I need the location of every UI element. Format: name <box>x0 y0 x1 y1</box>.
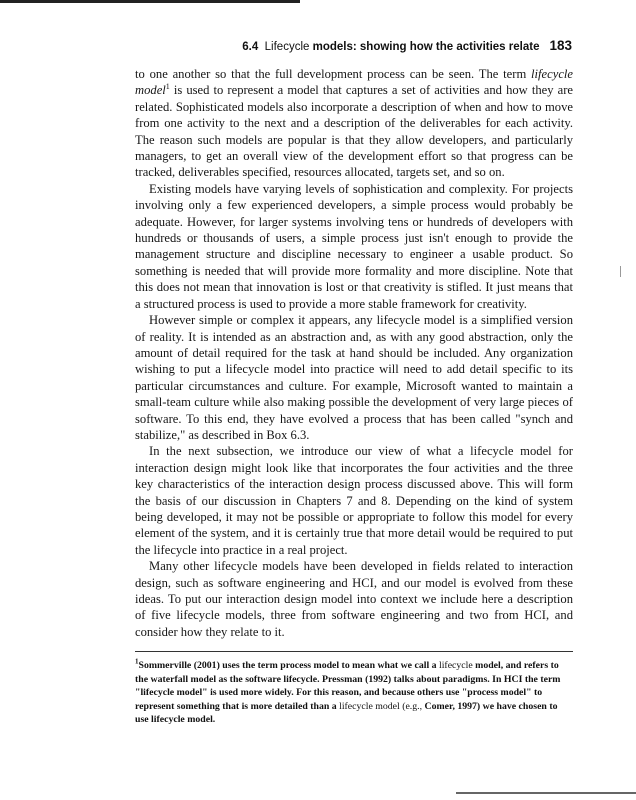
bottom-rule <box>456 792 636 794</box>
running-head-title: models: showing how the activities relate <box>312 41 540 53</box>
footnote-ref: 1 <box>165 82 170 92</box>
paragraph-3: However simple or complex it appears, any lifecycle model is a simplified version of reality. It is intended as an abstraction and, as with any good abstraction, only the amount of detail required for the task at hand should be included. Any organization wishing to put a lifecycle model into practice will need to add detail specific to its particular circumstances and culture. For example, Microsoft wanted to maintain a small-team culture while also making possible the development of very large pieces of software. To this end, they have evolved a process that has been called "synch and stabilize," as described in Box 6.3. <box>135 313 573 442</box>
term-lifecycle: lifecycle <box>531 67 573 81</box>
term-model: model <box>135 83 166 98</box>
top-rule <box>0 0 300 3</box>
margin-mark <box>620 266 621 277</box>
paragraph-4: In the next subsection, we introduce our view of what a lifecycle model for interaction design might look like that incorporates the four activities and the three key characteristics of the interaction design process discussed above. This will form the basis of our discussion in Chapters 7 and 8. Depending on the kind of system being developed, it may not be possible or appropriate to follow this model for every element of the system, and it is certainly true that more detail would be required to put the lifecycle into practice in a real project. <box>135 444 573 557</box>
paragraph-1 <box>135 66 573 181</box>
paragraph-2: Existing models have varying levels of sophistication and complexity. For projects involving only a few experienced developers, a simple process would probably be adequate. However, for larger systems involving tens or hundreds of developers with hundreds or thousands of users, a simple process just isn't enough to provide the management structure and discipline necessary to engineer a usable product. So something is needed that will provide more formality and more discipline. Note that this does not mean that innovation is lost or that creativity is stifled. It just means that a structured process is used to provide a more stable framework for creativity. <box>135 181 573 311</box>
footnote-text-b: model, and refers to the waterfall model as the software lifecycle. Pressman (1992) talks about paradigms. In HCI the term "lifecycle model" is used more widely. For this reason, and because others use "process model" to represent something that is more detailed than a <box>135 660 561 712</box>
body-text <box>135 66 573 640</box>
footnote-marker: 1 <box>135 657 139 666</box>
footnote-text-c: Comer, 1997) we have chosen to use lifecycle model. <box>135 700 558 726</box>
footnote-rule <box>135 651 573 652</box>
page-number: 183 <box>549 38 572 53</box>
footnote <box>135 659 573 727</box>
running-head-title-word: Lifecycle <box>264 41 310 53</box>
section-number: 6.4 <box>242 41 259 53</box>
footnote-lifecycle-2: lifecycle model (e.g., <box>339 700 423 712</box>
running-head <box>0 38 572 53</box>
paragraph-1-rest: is used to represent a model that captures a set of activities and how they are related. Sophisticated models also incorporate a description of when and how to move from one activity to the next and a description of the deliverables for each activity. The reason such models are popular is that they allow developers, and particularly managers, to get an overall view of the development effort so that progress can be tracked, deliverables specified, resources allocated, targets set, and so on. <box>135 83 573 180</box>
paragraph-1-lead: to one another so that the full development process can be seen. The term <box>135 67 532 81</box>
footnote-text-a: Sommerville (2001) uses the term process model to mean what we call a <box>138 660 439 671</box>
footnote-lifecycle-1: lifecycle <box>438 660 473 671</box>
paragraph-5: Many other lifecycle models have been developed in fields related to interaction design, such as software engineering and HCI, and our model is evolved from these ideas. To put our interaction design model into context we include here a description of five lifecycle models, three from software engineering and two from HCI, and consider how they relate to it. <box>135 559 573 639</box>
